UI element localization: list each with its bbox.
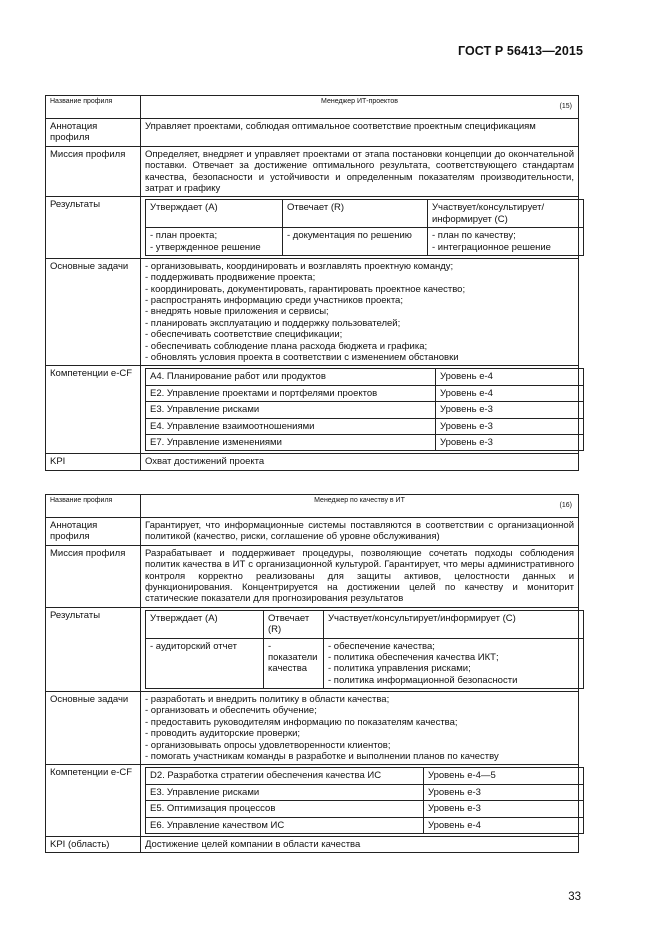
results-col-responsible: Отвечает (R) (283, 200, 428, 228)
tasks-list (145, 694, 574, 762)
results-label: Результаты (46, 607, 141, 691)
competences-subtable (145, 767, 584, 834)
result-item: - аудиторский отчет (150, 640, 237, 652)
annotation-row (46, 119, 579, 147)
competence-level: Уровень e-3 (436, 418, 584, 434)
results-participates-items (324, 638, 584, 689)
kpi-label: KPI (46, 454, 141, 470)
competence-level: Уровень e-3 (436, 434, 584, 450)
competence-row (146, 817, 584, 833)
competence-name: Е7. Управление изменениями (146, 434, 436, 450)
competence-level: Уровень e-4—5 (424, 768, 584, 784)
tasks-cell (141, 258, 579, 366)
mission-label: Миссия профиля (46, 146, 141, 197)
competence-row (146, 801, 584, 817)
competence-name: Е5. Оптимизация процессов (146, 801, 424, 817)
task-item: - обеспечивать соблюдение плана расхода бюджета и графика; (145, 340, 428, 352)
profile-title: Менеджер по качеству в ИТ (314, 497, 405, 504)
kpi-label: KPI (область) (46, 836, 141, 852)
task-item: - разработать и внедрить политику в области качества; (145, 694, 390, 706)
results-col-approves: Утверждает (A) (146, 610, 264, 638)
competences-label: Компетенции e-CF (46, 765, 141, 837)
profile-table-it-project-manager (45, 95, 579, 471)
competence-level: Уровень e-4 (436, 385, 584, 401)
task-item: - поддерживать продвижение проекта; (145, 272, 316, 284)
task-item: - помогать участникам команды в разработке и выполнении планов по качеству (145, 751, 499, 763)
tasks-label: Основные задачи (46, 692, 141, 765)
mission-row (46, 545, 579, 607)
result-item: - план проекта; (150, 230, 218, 242)
profile-header-row (46, 96, 579, 119)
competences-cell (141, 765, 579, 837)
results-col-approves: Утверждает (A) (146, 200, 283, 228)
profile-header-row (46, 495, 579, 518)
profile-name-label: Название профиля (46, 96, 141, 119)
competence-row (146, 369, 584, 385)
annotation-label: Аннотация профиля (46, 518, 141, 546)
competence-row (146, 434, 584, 450)
profile-table-it-quality-manager (45, 494, 579, 853)
results-responsible-items (283, 228, 428, 256)
profile-title-cell (141, 96, 579, 119)
result-item: - утвержденное решение (150, 241, 261, 253)
result-item: - политика управления рисками; (328, 663, 471, 675)
task-item: - координировать, документировать, гарантировать проектное качество; (145, 283, 466, 295)
results-col-participates: Участвует/консультирует/информирует (C) (428, 200, 584, 228)
task-item: - предоставить руководителям информацию по показателям качества; (145, 716, 458, 728)
competence-row (146, 784, 584, 800)
task-item: - обновлять условия проекта в соответствии с изменением обстановки (145, 352, 459, 364)
task-item: - организовывать опросы удовлетворенности клиентов; (145, 739, 391, 751)
tasks-list (145, 261, 574, 364)
kpi-row (46, 454, 579, 470)
competence-level: Уровень e-3 (424, 784, 584, 800)
task-item: - внедрять новые приложения и сервисы; (145, 306, 329, 318)
competences-row (46, 765, 579, 837)
profile-number: (16) (559, 501, 572, 509)
page-number: 33 (568, 891, 581, 903)
results-subtable (145, 199, 584, 256)
competence-name: Е3. Управление рисками (146, 402, 436, 418)
competence-name: Е6. Управление качеством ИС (146, 817, 424, 833)
results-participates-items (428, 228, 584, 256)
profile-title: Менеджер ИТ-проектов (321, 98, 398, 105)
competence-row (146, 418, 584, 434)
mission-text: Определяет, внедряет и управляет проектами от этапа постановки концепции до окончательной поставки. Отвечает за достижение оптимального результата, соответствующего стандартам качества, безопасности и устойчивости и определенным показателям производительности, затрат и графику (141, 146, 579, 197)
tasks-row (46, 692, 579, 765)
results-responsible-items (264, 638, 324, 689)
results-approves-items (146, 638, 264, 689)
competence-row (146, 385, 584, 401)
tasks-row (46, 258, 579, 366)
task-item: - обеспечивать соответствие спецификации; (145, 329, 343, 341)
result-item: - документация по решению (287, 230, 412, 242)
result-item: - обеспечение качества; (328, 640, 435, 652)
competences-label: Компетенции e-CF (46, 366, 141, 454)
competence-name: Е4. Управление взаимоотношениями (146, 418, 436, 434)
annotation-text: Гарантирует, что информационные системы поставляются в соответствии с организационной политикой (качество, риски, соглашение об уровне обслуживания) (141, 518, 579, 546)
results-col-responsible: Отвечает (R) (264, 610, 324, 638)
task-item: - организовывать, координировать и возглавлять проектную команду; (145, 260, 454, 272)
competence-row (146, 768, 584, 784)
task-item: - проводить аудиторские проверки; (145, 728, 301, 740)
results-row (46, 197, 579, 259)
task-item: - планировать эксплуатацию и поддержку пользователей; (145, 317, 401, 329)
profile-name-label: Название профиля (46, 495, 141, 518)
results-col-participates: Участвует/консультирует/информирует (C) (324, 610, 584, 638)
annotation-row (46, 518, 579, 546)
result-item: - план по качеству; (432, 230, 516, 242)
competence-level: Уровень e-3 (436, 402, 584, 418)
annotation-label: Аннотация профиля (46, 119, 141, 147)
competence-name: Е3. Управление рисками (146, 784, 424, 800)
competence-name: Е2. Управление проектами и портфелями проектов (146, 385, 436, 401)
competences-cell (141, 366, 579, 454)
result-item: - политика обеспечения качества ИКТ; (328, 651, 499, 663)
standard-designation: ГОСТ Р 56413—2015 (457, 44, 583, 58)
results-cell (141, 607, 579, 691)
kpi-text: Достижение целей компании в области качества (141, 836, 579, 852)
kpi-text: Охват достижений проекта (141, 454, 579, 470)
results-label: Результаты (46, 197, 141, 259)
competence-level: Уровень e-4 (424, 817, 584, 833)
results-approves-items (146, 228, 283, 256)
profile-number: (15) (559, 102, 572, 110)
result-item: - политика информационной безопасности (328, 674, 518, 686)
task-item: - организовать и обеспечить обучение; (145, 705, 317, 717)
result-item: - интеграционное решение (432, 241, 551, 253)
competences-row (46, 366, 579, 454)
competence-name: D2. Разработка стратегии обеспечения качества ИС (146, 768, 424, 784)
result-item: - показатели качества (268, 640, 318, 675)
competence-level: Уровень e-4 (436, 369, 584, 385)
annotation-text: Управляет проектами, соблюдая оптимальное соответствие проектным спецификациям (141, 119, 579, 147)
tasks-label: Основные задачи (46, 258, 141, 366)
profile-title-cell (141, 495, 579, 518)
mission-text: Разрабатывает и поддерживает процедуры, позволяющие сочетать подходы соблюдения политик качества в ИТ с организационной культурой. Гарантирует, что меры административного контроля корректно реализованы для защиты активов, целостности данных и функционирования. Концентрируется на достижении целей по качеству и мониторит статические показатели для прогнозирования результатов (141, 545, 579, 607)
kpi-row (46, 836, 579, 852)
tasks-cell (141, 692, 579, 765)
competence-level: Уровень e-3 (424, 801, 584, 817)
results-cell (141, 197, 579, 259)
mission-row (46, 146, 579, 197)
results-subtable (145, 610, 584, 689)
results-row (46, 607, 579, 691)
task-item: - распространять информацию среди участников проекта; (145, 295, 403, 307)
competence-row (146, 402, 584, 418)
competence-name: А4. Планирование работ или продуктов (146, 369, 436, 385)
competences-subtable (145, 368, 584, 451)
mission-label: Миссия профиля (46, 545, 141, 607)
